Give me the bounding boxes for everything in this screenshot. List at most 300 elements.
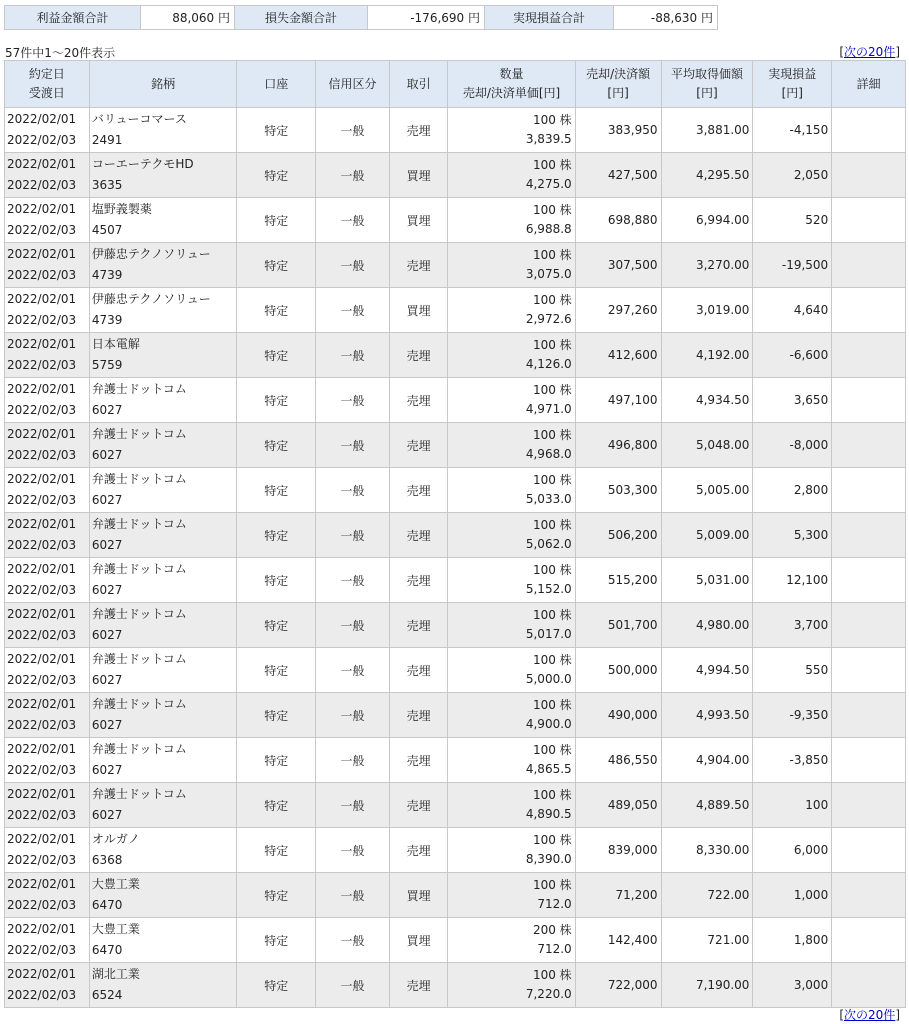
trade-type: 売埋 bbox=[389, 648, 448, 693]
account-type: 特定 bbox=[237, 603, 316, 648]
profit-total-label: 利益金額合計 bbox=[5, 6, 141, 30]
account-type: 特定 bbox=[237, 513, 316, 558]
quantity: 100 株 bbox=[532, 833, 572, 847]
account-type: 特定 bbox=[237, 153, 316, 198]
avg-cost: 5,009.00 bbox=[661, 513, 753, 558]
table-row bbox=[5, 738, 906, 783]
table-row bbox=[5, 558, 906, 603]
security bbox=[89, 693, 236, 738]
table-row bbox=[5, 288, 906, 333]
account-type: 特定 bbox=[237, 828, 316, 873]
security-code: 6027 bbox=[91, 808, 123, 822]
col-quantity: 数量 売却/決済単価[円] bbox=[448, 61, 575, 108]
settle-amount: 297,260 bbox=[575, 288, 661, 333]
security-name: 弁護士ドットコム bbox=[91, 517, 187, 531]
quantity-price bbox=[448, 468, 575, 513]
detail-cell bbox=[832, 378, 906, 423]
quantity: 100 株 bbox=[532, 203, 572, 217]
security bbox=[89, 513, 236, 558]
table-row bbox=[5, 603, 906, 648]
trade-date: 2022/02/01 bbox=[7, 382, 77, 396]
trade-date: 2022/02/01 bbox=[7, 112, 77, 126]
security-name: 弁護士ドットコム bbox=[91, 697, 187, 711]
avg-cost: 5,048.00 bbox=[661, 423, 753, 468]
settle-date: 2022/02/03 bbox=[7, 133, 77, 147]
security-code: 6027 bbox=[91, 538, 123, 552]
security-name: 弁護士ドットコム bbox=[91, 562, 187, 576]
avg-cost: 721.00 bbox=[661, 918, 753, 963]
quantity-price bbox=[448, 963, 575, 1008]
quantity: 100 株 bbox=[532, 338, 572, 352]
quantity: 100 株 bbox=[532, 293, 572, 307]
table-row bbox=[5, 783, 906, 828]
bracket-open: [ bbox=[839, 1008, 845, 1022]
realized-pnl-table bbox=[4, 60, 906, 1008]
security-code: 6027 bbox=[91, 718, 123, 732]
avg-cost: 722.00 bbox=[661, 873, 753, 918]
quantity-price bbox=[448, 693, 575, 738]
trade-type: 売埋 bbox=[389, 423, 448, 468]
table-row bbox=[5, 423, 906, 468]
table-row bbox=[5, 243, 906, 288]
credit-type: 一般 bbox=[316, 108, 390, 153]
security-name: 大豊工業 bbox=[91, 877, 140, 891]
settle-amount: 839,000 bbox=[575, 828, 661, 873]
credit-type: 一般 bbox=[316, 963, 390, 1008]
settle-date: 2022/02/03 bbox=[7, 403, 77, 417]
security bbox=[89, 873, 236, 918]
col-detail: 詳細 bbox=[832, 61, 906, 108]
trade-settle-dates bbox=[5, 738, 90, 783]
security-code: 6027 bbox=[91, 448, 123, 462]
detail-cell bbox=[832, 243, 906, 288]
unit-price: 4,865.5 bbox=[525, 762, 572, 776]
settle-amount: 500,000 bbox=[575, 648, 661, 693]
settle-amount: 503,300 bbox=[575, 468, 661, 513]
quantity: 100 株 bbox=[532, 968, 572, 982]
detail-cell bbox=[832, 288, 906, 333]
security-name: 弁護士ドットコム bbox=[91, 382, 187, 396]
col-amount: 売却/決済額 [円] bbox=[575, 61, 661, 108]
unit-price: 4,275.0 bbox=[525, 177, 572, 191]
quantity: 100 株 bbox=[532, 428, 572, 442]
account-type: 特定 bbox=[237, 288, 316, 333]
realized-pnl: 2,800 bbox=[753, 468, 832, 513]
quantity-price bbox=[448, 198, 575, 243]
credit-type: 一般 bbox=[316, 333, 390, 378]
credit-type: 一般 bbox=[316, 828, 390, 873]
table-row bbox=[5, 963, 906, 1008]
trade-date: 2022/02/01 bbox=[7, 877, 77, 891]
unit-price: 4,126.0 bbox=[525, 357, 572, 371]
trade-type: 売埋 bbox=[389, 108, 448, 153]
security-name: コーエーテクモHD bbox=[91, 157, 194, 171]
trade-date: 2022/02/01 bbox=[7, 292, 77, 306]
security-code: 6027 bbox=[91, 583, 123, 597]
avg-cost: 4,934.50 bbox=[661, 378, 753, 423]
security-name: 弁護士ドットコム bbox=[91, 787, 187, 801]
security-code: 6470 bbox=[91, 943, 123, 957]
trade-settle-dates bbox=[5, 783, 90, 828]
credit-type: 一般 bbox=[316, 558, 390, 603]
trade-settle-dates bbox=[5, 558, 90, 603]
security-code: 3635 bbox=[91, 178, 123, 192]
security-name: 弁護士ドットコム bbox=[91, 607, 187, 621]
realized-pnl: -3,850 bbox=[753, 738, 832, 783]
table-row bbox=[5, 198, 906, 243]
credit-type: 一般 bbox=[316, 468, 390, 513]
trade-date: 2022/02/01 bbox=[7, 157, 77, 171]
quantity-price bbox=[448, 423, 575, 468]
quantity-price bbox=[448, 108, 575, 153]
security-code: 5759 bbox=[91, 358, 123, 372]
settle-amount: 142,400 bbox=[575, 918, 661, 963]
security bbox=[89, 828, 236, 873]
pagination-bottom bbox=[839, 1006, 900, 1023]
settle-date: 2022/02/03 bbox=[7, 853, 77, 867]
settle-date: 2022/02/03 bbox=[7, 898, 77, 912]
quantity-price bbox=[448, 513, 575, 558]
unit-price: 5,033.0 bbox=[525, 492, 572, 506]
settle-date: 2022/02/03 bbox=[7, 313, 77, 327]
unit-price: 3,075.0 bbox=[525, 267, 572, 281]
table-row bbox=[5, 828, 906, 873]
realized-pnl: -8,000 bbox=[753, 423, 832, 468]
trade-settle-dates bbox=[5, 828, 90, 873]
realized-pnl: 4,640 bbox=[753, 288, 832, 333]
settle-date: 2022/02/03 bbox=[7, 943, 77, 957]
detail-cell bbox=[832, 828, 906, 873]
unit-price: 4,900.0 bbox=[525, 717, 572, 731]
security-code: 4507 bbox=[91, 223, 123, 237]
security bbox=[89, 243, 236, 288]
trade-type: 売埋 bbox=[389, 513, 448, 558]
credit-type: 一般 bbox=[316, 198, 390, 243]
loss-total-value: -176,690 円 bbox=[368, 6, 485, 30]
security-code: 4739 bbox=[91, 268, 123, 282]
security-code: 6524 bbox=[91, 988, 123, 1002]
unit-price: 4,971.0 bbox=[525, 402, 572, 416]
table-row bbox=[5, 693, 906, 738]
trade-settle-dates bbox=[5, 153, 90, 198]
settle-date: 2022/02/03 bbox=[7, 583, 77, 597]
security bbox=[89, 603, 236, 648]
credit-type: 一般 bbox=[316, 693, 390, 738]
settle-date: 2022/02/03 bbox=[7, 223, 77, 237]
security bbox=[89, 153, 236, 198]
security-code: 6368 bbox=[91, 853, 123, 867]
security-name: 弁護士ドットコム bbox=[91, 427, 187, 441]
col-avg-cost: 平均取得価額 [円] bbox=[661, 61, 753, 108]
trade-date: 2022/02/01 bbox=[7, 472, 77, 486]
realized-pnl: 6,000 bbox=[753, 828, 832, 873]
table-header bbox=[5, 61, 906, 108]
trade-type: 売埋 bbox=[389, 828, 448, 873]
settle-amount: 490,000 bbox=[575, 693, 661, 738]
avg-cost: 3,881.00 bbox=[661, 108, 753, 153]
security-name: バリューコマース bbox=[91, 112, 187, 126]
bracket-close: ] bbox=[895, 45, 900, 59]
quantity-price bbox=[448, 648, 575, 693]
col-credit-type: 信用区分 bbox=[316, 61, 390, 108]
realized-pnl: 520 bbox=[753, 198, 832, 243]
unit-price: 7,220.0 bbox=[525, 987, 572, 1001]
account-type: 特定 bbox=[237, 108, 316, 153]
detail-cell bbox=[832, 873, 906, 918]
quantity-price bbox=[448, 918, 575, 963]
security bbox=[89, 738, 236, 783]
avg-cost: 3,019.00 bbox=[661, 288, 753, 333]
quantity: 100 株 bbox=[532, 563, 572, 577]
trade-settle-dates bbox=[5, 648, 90, 693]
realized-pnl: 2,050 bbox=[753, 153, 832, 198]
account-type: 特定 bbox=[237, 198, 316, 243]
credit-type: 一般 bbox=[316, 648, 390, 693]
trade-date: 2022/02/01 bbox=[7, 607, 77, 621]
trade-date: 2022/02/01 bbox=[7, 832, 77, 846]
trade-date: 2022/02/01 bbox=[7, 427, 77, 441]
trade-date: 2022/02/01 bbox=[7, 562, 77, 576]
trade-date: 2022/02/01 bbox=[7, 922, 77, 936]
avg-cost: 4,993.50 bbox=[661, 693, 753, 738]
result-count: 57件中1～20件表示 bbox=[5, 46, 116, 60]
trade-type: 売埋 bbox=[389, 693, 448, 738]
security bbox=[89, 198, 236, 243]
security bbox=[89, 918, 236, 963]
settle-amount: 486,550 bbox=[575, 738, 661, 783]
quantity-price bbox=[448, 333, 575, 378]
quantity-price bbox=[448, 378, 575, 423]
trade-type: 買埋 bbox=[389, 153, 448, 198]
trade-date: 2022/02/01 bbox=[7, 697, 77, 711]
credit-type: 一般 bbox=[316, 873, 390, 918]
trade-type: 売埋 bbox=[389, 963, 448, 1008]
settle-amount: 698,880 bbox=[575, 198, 661, 243]
account-type: 特定 bbox=[237, 738, 316, 783]
credit-type: 一般 bbox=[316, 513, 390, 558]
table-row bbox=[5, 378, 906, 423]
realized-pnl: 550 bbox=[753, 648, 832, 693]
security-name: オルガノ bbox=[91, 832, 140, 846]
bracket-close: ] bbox=[895, 1008, 900, 1022]
account-type: 特定 bbox=[237, 963, 316, 1008]
realized-total-value: -88,630 円 bbox=[614, 6, 718, 30]
table-row bbox=[5, 153, 906, 198]
security bbox=[89, 648, 236, 693]
security bbox=[89, 423, 236, 468]
unit-price: 8,390.0 bbox=[525, 852, 572, 866]
trade-type: 買埋 bbox=[389, 918, 448, 963]
next-page-link[interactable]: 次の20件 bbox=[844, 45, 896, 59]
realized-pnl: 3,650 bbox=[753, 378, 832, 423]
detail-cell bbox=[832, 648, 906, 693]
account-type: 特定 bbox=[237, 243, 316, 288]
unit-price: 712.0 bbox=[537, 942, 572, 956]
settle-date: 2022/02/03 bbox=[7, 808, 77, 822]
avg-cost: 6,994.00 bbox=[661, 198, 753, 243]
trade-settle-dates bbox=[5, 918, 90, 963]
account-type: 特定 bbox=[237, 783, 316, 828]
detail-cell bbox=[832, 693, 906, 738]
settle-date: 2022/02/03 bbox=[7, 988, 77, 1002]
realized-pnl: 1,800 bbox=[753, 918, 832, 963]
profit-total-value: 88,060 円 bbox=[141, 6, 235, 30]
credit-type: 一般 bbox=[316, 738, 390, 783]
settle-amount: 722,000 bbox=[575, 963, 661, 1008]
settle-amount: 497,100 bbox=[575, 378, 661, 423]
security-code: 6027 bbox=[91, 673, 123, 687]
trade-settle-dates bbox=[5, 288, 90, 333]
account-type: 特定 bbox=[237, 918, 316, 963]
quantity-price bbox=[448, 828, 575, 873]
security bbox=[89, 558, 236, 603]
realized-pnl: -4,150 bbox=[753, 108, 832, 153]
quantity: 100 株 bbox=[532, 383, 572, 397]
trade-date: 2022/02/01 bbox=[7, 967, 77, 981]
col-account: 口座 bbox=[237, 61, 316, 108]
bracket-open: [ bbox=[839, 45, 845, 59]
settle-amount: 515,200 bbox=[575, 558, 661, 603]
detail-cell bbox=[832, 153, 906, 198]
avg-cost: 4,994.50 bbox=[661, 648, 753, 693]
security-name: 塩野義製薬 bbox=[91, 202, 152, 216]
trade-type: 売埋 bbox=[389, 603, 448, 648]
trade-date: 2022/02/01 bbox=[7, 247, 77, 261]
trade-date: 2022/02/01 bbox=[7, 742, 77, 756]
avg-cost: 4,904.00 bbox=[661, 738, 753, 783]
security-name: 弁護士ドットコム bbox=[91, 652, 187, 666]
detail-cell bbox=[832, 333, 906, 378]
trade-type: 買埋 bbox=[389, 288, 448, 333]
avg-cost: 7,190.00 bbox=[661, 963, 753, 1008]
unit-price: 3,839.5 bbox=[525, 132, 572, 146]
settle-amount: 383,950 bbox=[575, 108, 661, 153]
credit-type: 一般 bbox=[316, 378, 390, 423]
settle-date: 2022/02/03 bbox=[7, 763, 77, 777]
trade-settle-dates bbox=[5, 963, 90, 1008]
quantity: 100 株 bbox=[532, 743, 572, 757]
trade-settle-dates bbox=[5, 873, 90, 918]
security-code: 4739 bbox=[91, 313, 123, 327]
quantity: 100 株 bbox=[532, 518, 572, 532]
detail-cell bbox=[832, 558, 906, 603]
unit-price: 712.0 bbox=[537, 897, 572, 911]
detail-cell bbox=[832, 198, 906, 243]
detail-cell bbox=[832, 468, 906, 513]
col-name: 銘柄 bbox=[89, 61, 236, 108]
account-type: 特定 bbox=[237, 468, 316, 513]
avg-cost: 5,031.00 bbox=[661, 558, 753, 603]
realized-pnl: 12,100 bbox=[753, 558, 832, 603]
detail-cell bbox=[832, 783, 906, 828]
avg-cost: 4,295.50 bbox=[661, 153, 753, 198]
security-name: 日本電解 bbox=[91, 337, 140, 351]
security-name: 弁護士ドットコム bbox=[91, 472, 187, 486]
trade-date: 2022/02/01 bbox=[7, 202, 77, 216]
trade-type: 売埋 bbox=[389, 378, 448, 423]
table-row bbox=[5, 648, 906, 693]
realized-pnl: -6,600 bbox=[753, 333, 832, 378]
summary-bar bbox=[4, 5, 718, 30]
trade-type: 売埋 bbox=[389, 558, 448, 603]
detail-cell bbox=[832, 513, 906, 558]
col-date: 約定日 受渡日 bbox=[5, 61, 90, 108]
quantity: 100 株 bbox=[532, 608, 572, 622]
unit-price: 5,017.0 bbox=[525, 627, 572, 641]
unit-price: 4,890.5 bbox=[525, 807, 572, 821]
realized-pnl: 100 bbox=[753, 783, 832, 828]
detail-cell bbox=[832, 963, 906, 1008]
avg-cost: 3,270.00 bbox=[661, 243, 753, 288]
trade-settle-dates bbox=[5, 333, 90, 378]
quantity-price bbox=[448, 153, 575, 198]
credit-type: 一般 bbox=[316, 243, 390, 288]
trade-settle-dates bbox=[5, 468, 90, 513]
settle-date: 2022/02/03 bbox=[7, 673, 77, 687]
realized-pnl: -19,500 bbox=[753, 243, 832, 288]
trade-type: 売埋 bbox=[389, 783, 448, 828]
avg-cost: 8,330.00 bbox=[661, 828, 753, 873]
trade-settle-dates bbox=[5, 603, 90, 648]
settle-amount: 501,700 bbox=[575, 603, 661, 648]
unit-price: 5,000.0 bbox=[525, 672, 572, 686]
table-row bbox=[5, 513, 906, 558]
credit-type: 一般 bbox=[316, 153, 390, 198]
account-type: 特定 bbox=[237, 693, 316, 738]
trade-date: 2022/02/01 bbox=[7, 787, 77, 801]
quantity-price bbox=[448, 288, 575, 333]
settle-date: 2022/02/03 bbox=[7, 493, 77, 507]
security-code: 6027 bbox=[91, 403, 123, 417]
realized-pnl: 1,000 bbox=[753, 873, 832, 918]
settle-date: 2022/02/03 bbox=[7, 448, 77, 462]
realized-pnl: -9,350 bbox=[753, 693, 832, 738]
quantity-price bbox=[448, 603, 575, 648]
security-code: 2491 bbox=[91, 133, 123, 147]
realized-total-label: 実現損益合計 bbox=[485, 6, 614, 30]
trade-type: 売埋 bbox=[389, 333, 448, 378]
settle-date: 2022/02/03 bbox=[7, 718, 77, 732]
quantity-price bbox=[448, 738, 575, 783]
quantity: 100 株 bbox=[532, 473, 572, 487]
security bbox=[89, 378, 236, 423]
security-code: 6027 bbox=[91, 628, 123, 642]
table-row bbox=[5, 468, 906, 513]
settle-amount: 412,600 bbox=[575, 333, 661, 378]
table-body bbox=[5, 108, 906, 1008]
next-page-link[interactable]: 次の20件 bbox=[844, 1008, 896, 1022]
trade-settle-dates bbox=[5, 693, 90, 738]
security bbox=[89, 468, 236, 513]
credit-type: 一般 bbox=[316, 603, 390, 648]
trade-settle-dates bbox=[5, 198, 90, 243]
account-type: 特定 bbox=[237, 873, 316, 918]
security bbox=[89, 963, 236, 1008]
security-name: 湖北工業 bbox=[91, 967, 140, 981]
quantity: 100 株 bbox=[532, 248, 572, 262]
security-code: 6470 bbox=[91, 898, 123, 912]
avg-cost: 4,192.00 bbox=[661, 333, 753, 378]
trade-type: 買埋 bbox=[389, 873, 448, 918]
credit-type: 一般 bbox=[316, 288, 390, 333]
unit-price: 5,062.0 bbox=[525, 537, 572, 551]
quantity: 200 株 bbox=[532, 923, 572, 937]
trade-type: 売埋 bbox=[389, 468, 448, 513]
trade-date: 2022/02/01 bbox=[7, 337, 77, 351]
table-row bbox=[5, 333, 906, 378]
detail-cell bbox=[832, 423, 906, 468]
account-type: 特定 bbox=[237, 423, 316, 468]
